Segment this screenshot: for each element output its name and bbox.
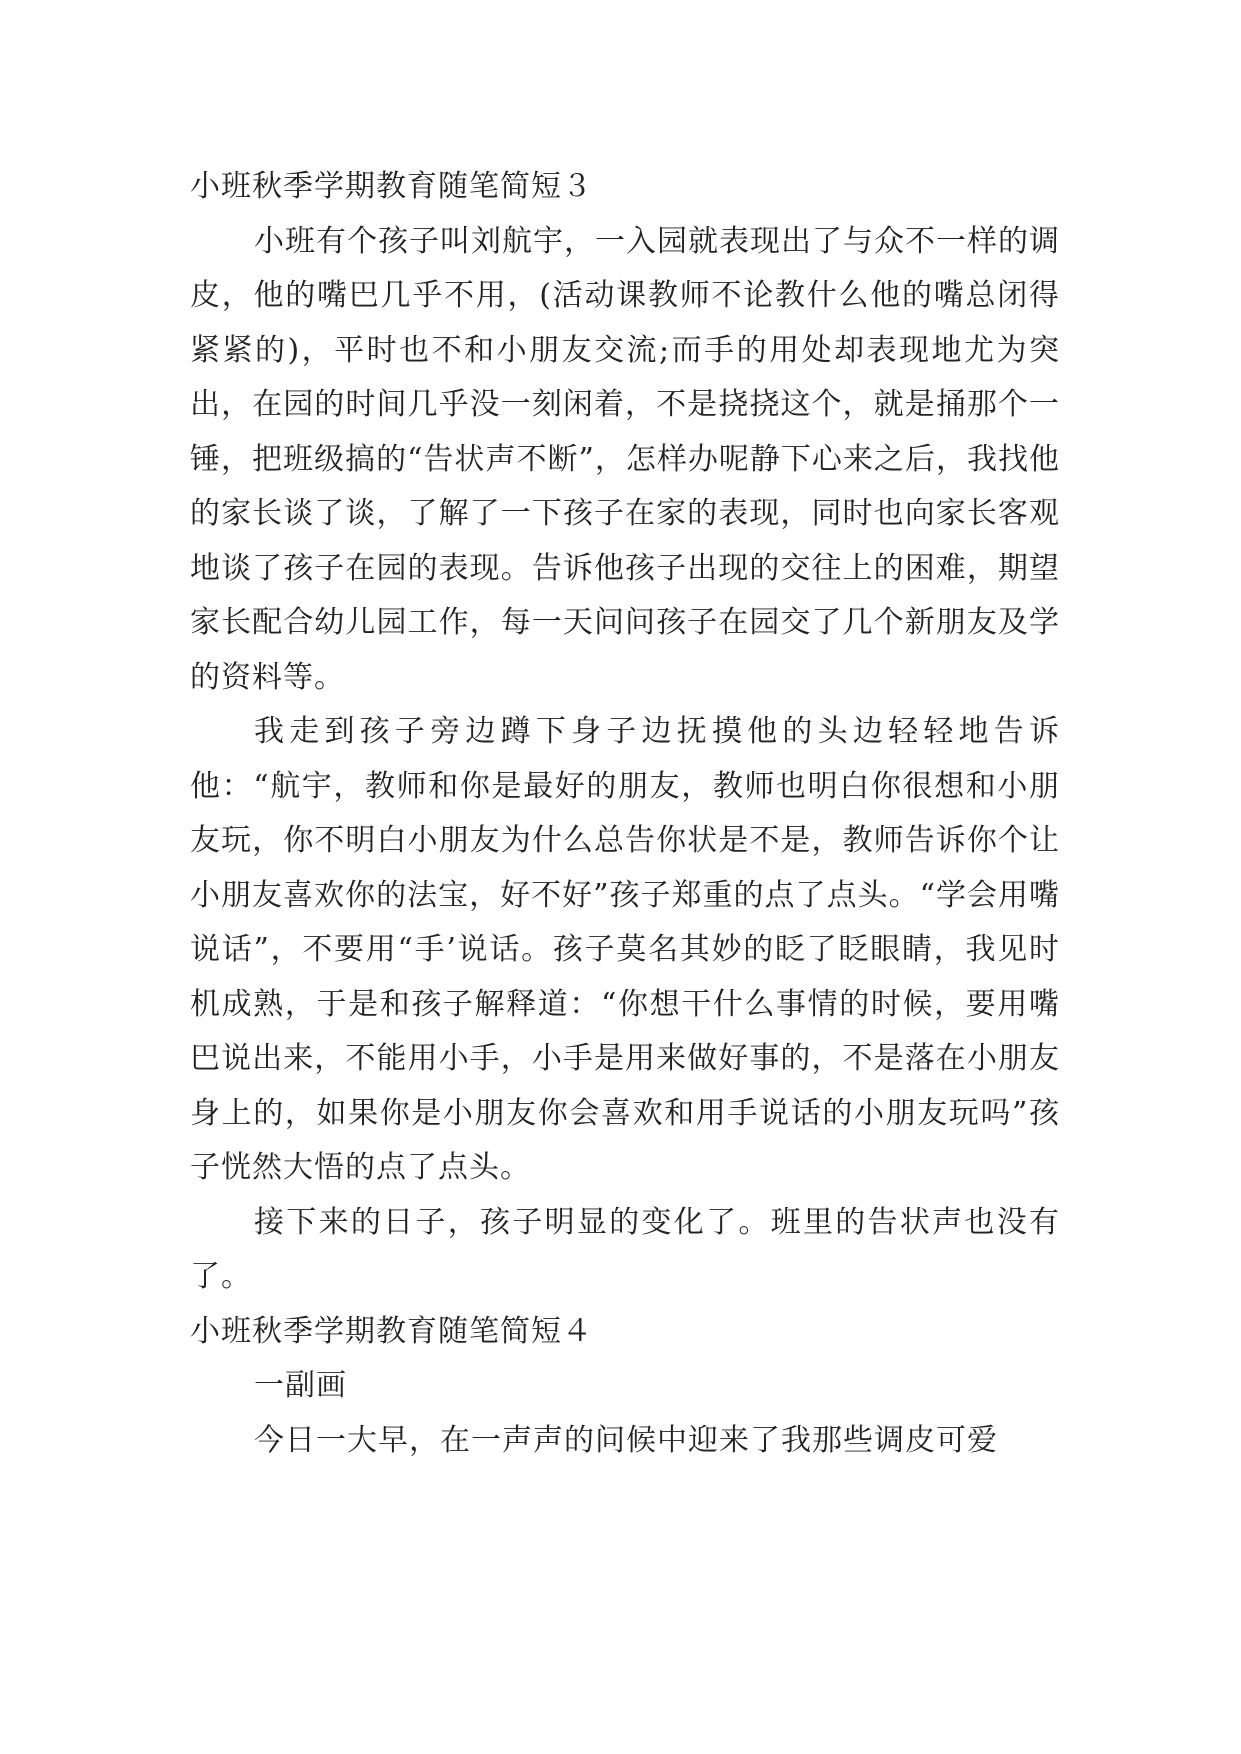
section-heading: 小班秋季学期教育随笔简短４ — [190, 1313, 593, 1349]
paragraph: 一副画 — [254, 1368, 347, 1403]
paragraph: 我走到孩子旁边蹲下身子边抚摸他的头边轻轻地告诉他：“航宇，教师和你是最好的朋友，教师也明白你很想和小朋友玩，你不明白小朋友为什么总告你状是不是，教师告诉你个让小朋友喜欢你的法宝，好不好”孩子郑重的点了点头。“学会用嘴说话”，不要用“手’说话。孩子莫名其妙的眨了眨眼睛，我见时机成熟，于是和孩子解释道：“你想干什么事情的时候，要用嘴巴说出来，不能用小手，小手是用来做好事的，不是落在小朋友身上的，如果你是小朋友你会喜欢和用手说话的小朋友玩吗”孩子恍然大悟的点了点头。 — [190, 714, 1060, 1185]
document-body — [190, 160, 1060, 1468]
paragraph: 小班有个孩子叫刘航宇，一入园就表现出了与众不一样的调皮，他的嘴巴几乎不用，(活动课教师不论教什么他的嘴总闭得紧紧的)，平时也不和小朋友交流;而手的用处却表现地尤为突出，在园的时间几乎没一刻闲着，不是挠挠这个，就是捅那个一锤，把班级搞的“告状声不断”，怎样办呢静下心来之后，我找他的家长谈了谈，了解了一下孩子在家的表现，同时也向家长客观地谈了孩子在园的表现。告诉他孩子出现的交往上的困难，期望家长配合幼儿园工作，每一天问问孩子在园交了几个新朋友及学的资料等。 — [190, 223, 1060, 695]
section-heading: 小班秋季学期教育随笔简短３ — [190, 169, 593, 204]
paragraph: 接下来的日子，孩子明显的变化了。班里的告状声也没有了。 — [190, 1204, 1060, 1294]
paragraph: 今日一大早，在一声声的问候中迎来了我那些调皮可爱 — [254, 1422, 998, 1458]
